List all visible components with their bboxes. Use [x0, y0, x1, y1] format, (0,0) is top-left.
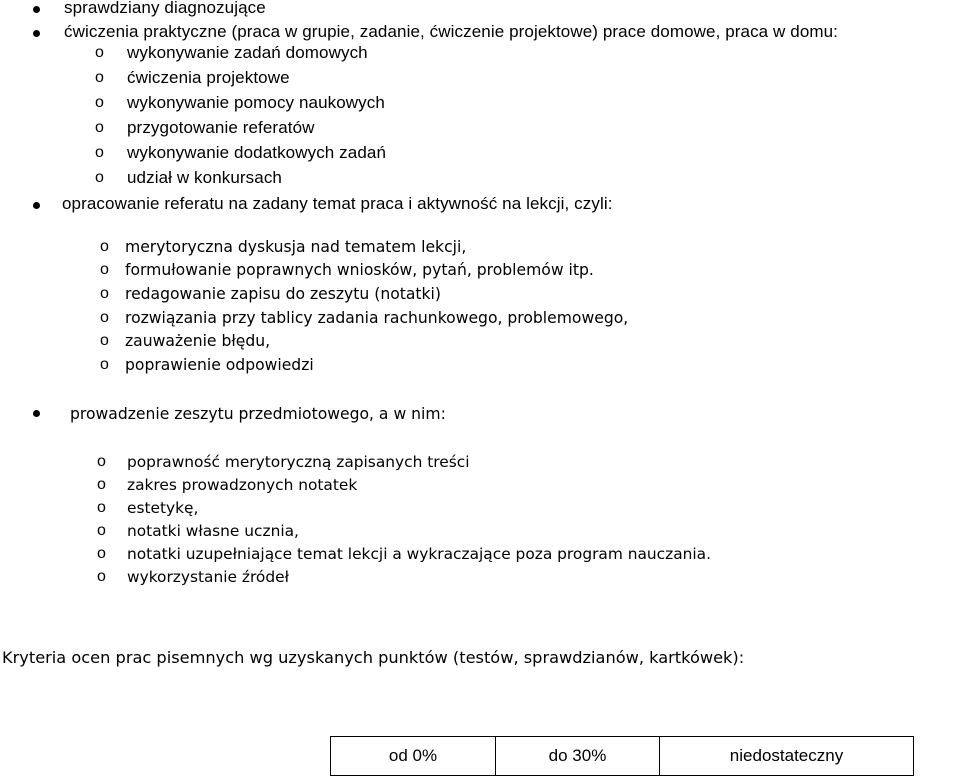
list-item: ćwiczenia praktyczne (praca w grupie, zadanie, ćwiczenie projektowe) prace domowe, praca w domu:	[64, 22, 839, 41]
sub-list-item: merytoryczna dyskusja nad tematem lekcji,	[125, 238, 467, 256]
sub-bullet-icon: o	[95, 94, 104, 111]
grade-range-from: od 0%	[331, 737, 496, 776]
sub-list-item: wykonywanie dodatkowych zadań	[127, 143, 386, 162]
sub-list-item: zakres prowadzonych notatek	[127, 476, 358, 494]
sub-list-item: rozwiązania przy tablicy zadania rachunkowego, problemowego,	[125, 309, 629, 327]
table-row	[331, 737, 914, 776]
list-item: sprawdziany diagnozujące	[64, 0, 266, 17]
sub-bullet-icon: o	[95, 44, 104, 61]
list-item: prowadzenie zeszytu przedmiotowego, a w nim:	[70, 405, 446, 423]
sub-list-item: wykorzystanie źródeł	[127, 568, 289, 586]
sub-bullet-icon: o	[100, 261, 109, 278]
sub-bullet-icon: o	[97, 545, 106, 562]
sub-bullet-icon: o	[95, 119, 104, 136]
sub-list-item: estetykę,	[127, 499, 199, 517]
sub-bullet-icon: o	[97, 476, 106, 493]
sub-bullet-icon: o	[95, 144, 104, 161]
sub-list-item: redagowanie zapisu do zeszytu (notatki)	[125, 285, 441, 303]
sub-list-item: wykonywanie zadań domowych	[127, 43, 368, 62]
sub-bullet-icon: o	[95, 69, 104, 86]
sub-list-item: poprawienie odpowiedzi	[125, 356, 314, 374]
sub-list-item: zauważenie błędu,	[125, 332, 271, 350]
sub-bullet-icon: o	[97, 453, 106, 470]
sub-bullet-icon: o	[97, 499, 106, 516]
grade-table	[330, 736, 914, 776]
sub-bullet-icon: o	[100, 309, 109, 326]
grade-range-to: do 30%	[496, 737, 660, 776]
sub-bullet-icon: o	[100, 332, 109, 349]
sub-bullet-icon: o	[95, 169, 104, 186]
sub-list-item: notatki uzupełniające temat lekcji a wykraczające poza program nauczania.	[127, 545, 711, 563]
sub-bullet-icon: o	[97, 522, 106, 539]
bullet-icon	[33, 202, 40, 209]
bullet-icon	[33, 30, 40, 37]
criteria-heading: Kryteria ocen prac pisemnych wg uzyskanych punktów (testów, sprawdzianów, kartkówek):	[2, 648, 745, 667]
sub-list-item: udział w konkursach	[127, 168, 282, 187]
sub-list-item: notatki własne ucznia,	[127, 522, 299, 540]
bullet-icon	[33, 410, 40, 417]
sub-list-item: wykonywanie pomocy naukowych	[127, 93, 385, 112]
sub-list-item: formułowanie poprawnych wniosków, pytań, problemów itp.	[125, 261, 594, 279]
sub-bullet-icon: o	[100, 356, 109, 373]
grade-name: niedostateczny	[660, 737, 914, 776]
sub-bullet-icon: o	[100, 238, 109, 255]
sub-list-item: poprawność merytoryczną zapisanych treści	[127, 453, 470, 471]
list-item: opracowanie referatu na zadany temat praca i aktywność na lekcji, czyli:	[62, 194, 613, 213]
bullet-icon	[33, 6, 40, 13]
sub-bullet-icon: o	[100, 285, 109, 302]
sub-bullet-icon: o	[97, 568, 106, 585]
sub-list-item: przygotowanie referatów	[127, 118, 315, 137]
sub-list-item: ćwiczenia projektowe	[127, 68, 290, 87]
